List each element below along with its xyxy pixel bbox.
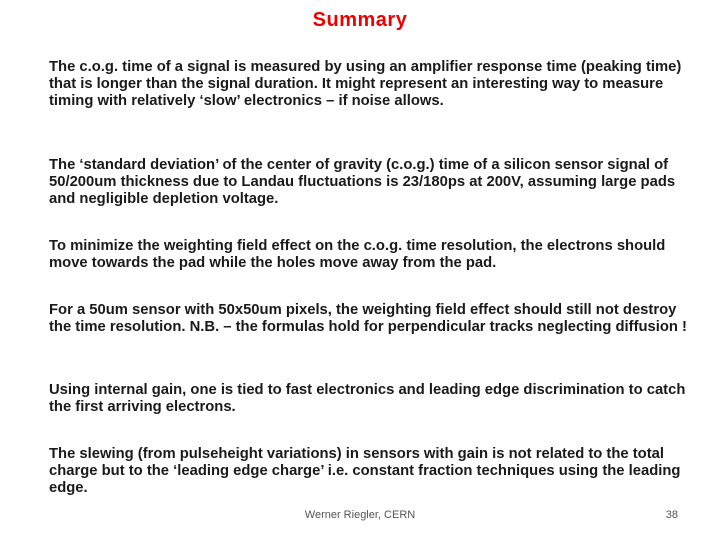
summary-paragraph-4: For a 50um sensor with 50x50um pixels, the weighting field effect should still not destroy the time resolution. N.B. – the formulas hold for perpendicular tracks neglecting diffusion ! (49, 302, 687, 335)
summary-paragraph-3: To minimize the weighting field effect on the c.o.g. time resolution, the electrons should move towards the pad while the holes move away from the pad. (49, 238, 666, 271)
summary-paragraph-2: The ‘standard deviation’ of the center of gravity (c.o.g.) time of a silicon sensor signal of 50/200um thickness due to Landau fluctuations is 23/180ps at 200V, assuming large pads and negligible depletion voltage. (49, 157, 676, 207)
slide-title: Summary (312, 9, 408, 31)
footer-author: Werner Riegler, CERN (304, 509, 416, 521)
summary-paragraph-6: The slewing (from pulseheight variations) in sensors with gain is not related to the total charge but to the ‘leading edge charge’ i.e. constant fraction techniques using the leading edge. (49, 446, 681, 496)
page-number: 38 (665, 509, 678, 521)
summary-paragraph-1: The c.o.g. time of a signal is measured by using an amplifier response time (peaking time) that is longer than the signal duration. It might represent an interesting way to measure timing with relatively ‘slow’ electronics – if noise allows. (49, 59, 682, 109)
summary-paragraph-5: Using internal gain, one is tied to fast electronics and leading edge discrimination to catch the first arriving electrons. (49, 382, 686, 415)
